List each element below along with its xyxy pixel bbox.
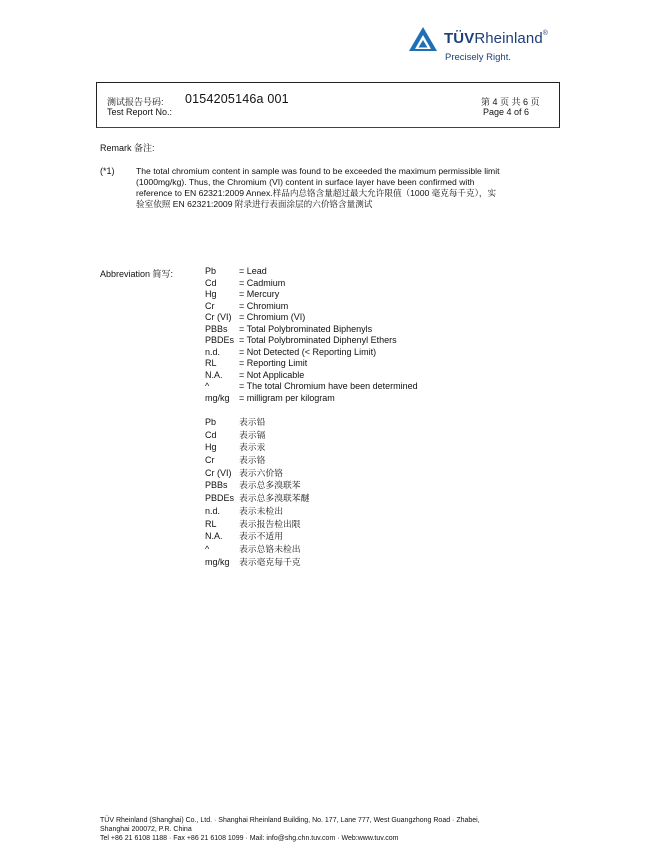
company-footer [100, 816, 620, 843]
footer-address-line: TÜV Rheinland (Shanghai) Co., Ltd. · Shanghai Rheinland Building, No. 177, Lane 777, West Guangzhong Road · Zhabei, [100, 817, 480, 824]
abbreviation-definition: = Total Polybrominated Diphenyl Ethers [239, 335, 397, 345]
abbreviation-cn-definition: 表示镉 [239, 429, 266, 440]
abbreviation-cn-definition: 表示毫克每千克 [239, 556, 301, 567]
abbreviation-code: Cd [205, 429, 217, 440]
abbreviation-row [205, 358, 418, 370]
abbreviation-list-cn [205, 416, 309, 568]
abbreviation-cn-row [205, 479, 309, 492]
abbreviation-code: Hg [205, 289, 217, 299]
abbreviation-code: PBBs [205, 323, 228, 334]
page-indicator-cn: 第 4 页 共 6 页 [481, 97, 540, 107]
abbreviation-code: Cd [205, 277, 217, 288]
abbreviation-cn-definition: 表示报告检出限 [239, 518, 301, 529]
footer-contact-line: Tel +86 21 6108 1188 · Fax +86 21 6108 1099 · Mail: info@shg.chn.tuv.com · Web:www.tuv.com [100, 835, 399, 842]
abbreviation-code: ^ [205, 543, 210, 554]
abbreviation-row [205, 278, 418, 290]
abbreviation-code: Hg [205, 442, 217, 453]
abbreviation-definition: = The total Chromium have been determined [239, 381, 418, 391]
abbreviation-row [205, 301, 418, 313]
abbreviation-label: Abbreviation 简写: [100, 269, 174, 279]
abbreviation-code: Cr (VI) [205, 467, 232, 478]
abbreviation-row [205, 393, 418, 405]
abbreviation-definition: = Lead [239, 266, 267, 276]
abbreviation-cn-row [205, 492, 309, 505]
abbreviation-code: PBBs [205, 480, 228, 491]
abbreviation-cn-definition: 表示汞 [239, 442, 266, 453]
abbreviation-definition: = milligram per kilogram [239, 392, 335, 403]
abbreviation-cn-row [205, 467, 309, 480]
remark-heading: Remark 备注: [100, 143, 155, 153]
abbreviation-code: n.d. [205, 505, 221, 516]
remark-text [136, 166, 566, 210]
triangle-logo-icon [408, 26, 438, 52]
abbreviation-code: mg/kg [205, 556, 230, 567]
remark-line: (1000mg/kg). Thus, the Chromium (VI) content in surface layer have been confirmed with [136, 177, 475, 187]
abbreviation-code: Pb [205, 266, 217, 276]
abbreviation-cn-row [205, 441, 309, 454]
registered-mark: ® [542, 30, 549, 37]
abbreviation-code: RL [205, 518, 217, 529]
abbreviation-cn-definition: 表示总多溴联苯 [239, 480, 301, 491]
abbreviation-row [205, 347, 418, 359]
abbreviation-code: ^ [205, 381, 210, 391]
abbreviation-row [205, 266, 418, 278]
abbreviation-definition: = Total Polybrominated Biphenyls [239, 323, 373, 334]
abbreviation-cn-definition: 表示总多溴联苯醚 [239, 493, 310, 504]
abbreviation-cn-row [205, 416, 309, 429]
abbreviation-definition: = Chromium (VI) [239, 312, 306, 322]
abbreviation-code: RL [205, 358, 217, 368]
abbreviation-cn-definition: 表示铅 [239, 417, 266, 427]
abbreviation-cn-definition: 表示六价铬 [239, 467, 283, 478]
brand-name-rest: Rheinland [474, 30, 543, 47]
page-indicator-en: Page 4 of 6 [483, 107, 530, 117]
abbreviation-row [205, 370, 418, 382]
abbreviation-code: Cr [205, 455, 215, 466]
abbreviation-row [205, 324, 418, 336]
brand-name [444, 30, 548, 47]
footer-city-line: Shanghai 200072, P.R. China [100, 826, 192, 833]
abbreviation-code: PBDEs [205, 335, 235, 345]
abbreviation-definition: = Mercury [239, 289, 280, 299]
abbreviation-code: Pb [205, 417, 217, 427]
brand-tagline: Precisely Right. [445, 52, 511, 63]
report-number: 0154205146a 001 [185, 92, 289, 106]
abbreviation-cn-row [205, 556, 309, 569]
abbreviation-cn-definition: 表示未检出 [239, 505, 283, 516]
abbreviation-cn-row [205, 530, 309, 543]
brand-name-bold: TÜV [444, 30, 475, 47]
remark-line: reference to EN 62321:2009 Annex.样品内总铬含量超过最大允许限值（1000 毫克每千克），实 [136, 188, 497, 198]
abbreviation-definition: = Chromium [239, 300, 289, 311]
abbreviation-code: PBDEs [205, 493, 235, 504]
abbreviation-code: N.A. [205, 369, 223, 380]
abbreviation-row [205, 381, 418, 393]
abbreviation-row [205, 289, 418, 301]
remark-line: The total chromium content in sample was found to be exceeded the maximum permissible limit [136, 166, 500, 176]
abbreviation-definition: = Cadmium [239, 277, 286, 288]
abbreviation-cn-definition: 表示铬 [239, 455, 266, 466]
abbreviation-cn-definition: 表示总铬未检出 [239, 543, 301, 554]
report-header-box [96, 82, 560, 128]
abbreviation-code: n.d. [205, 346, 221, 357]
abbreviation-code: Cr (VI) [205, 312, 232, 322]
remark-marker: (*1) [100, 166, 115, 176]
abbreviation-row [205, 335, 418, 347]
report-label-cn: 测试报告号码: [107, 97, 164, 107]
abbreviation-cn-row [205, 518, 309, 531]
abbreviation-row [205, 312, 418, 324]
abbreviation-list-en [205, 266, 418, 404]
remark-line: 验室依照 EN 62321:2009 附录进行表面涂层的六价铬含量测试 [136, 199, 373, 209]
tuv-rheinland-logo [408, 24, 558, 68]
abbreviation-cn-row [205, 454, 309, 467]
abbreviation-cn-row [205, 505, 309, 518]
abbreviation-definition: = Not Detected (< Reporting Limit) [239, 346, 377, 357]
abbreviation-code: N.A. [205, 531, 223, 542]
abbreviation-cn-row [205, 429, 309, 442]
abbreviation-code: mg/kg [205, 392, 230, 403]
report-label-en: Test Report No.: [107, 107, 173, 117]
abbreviation-code: Cr [205, 300, 215, 311]
abbreviation-cn-definition: 表示不适用 [239, 531, 283, 542]
abbreviation-definition: = Reporting Limit [239, 358, 308, 368]
abbreviation-cn-row [205, 543, 309, 556]
abbreviation-definition: = Not Applicable [239, 369, 305, 380]
